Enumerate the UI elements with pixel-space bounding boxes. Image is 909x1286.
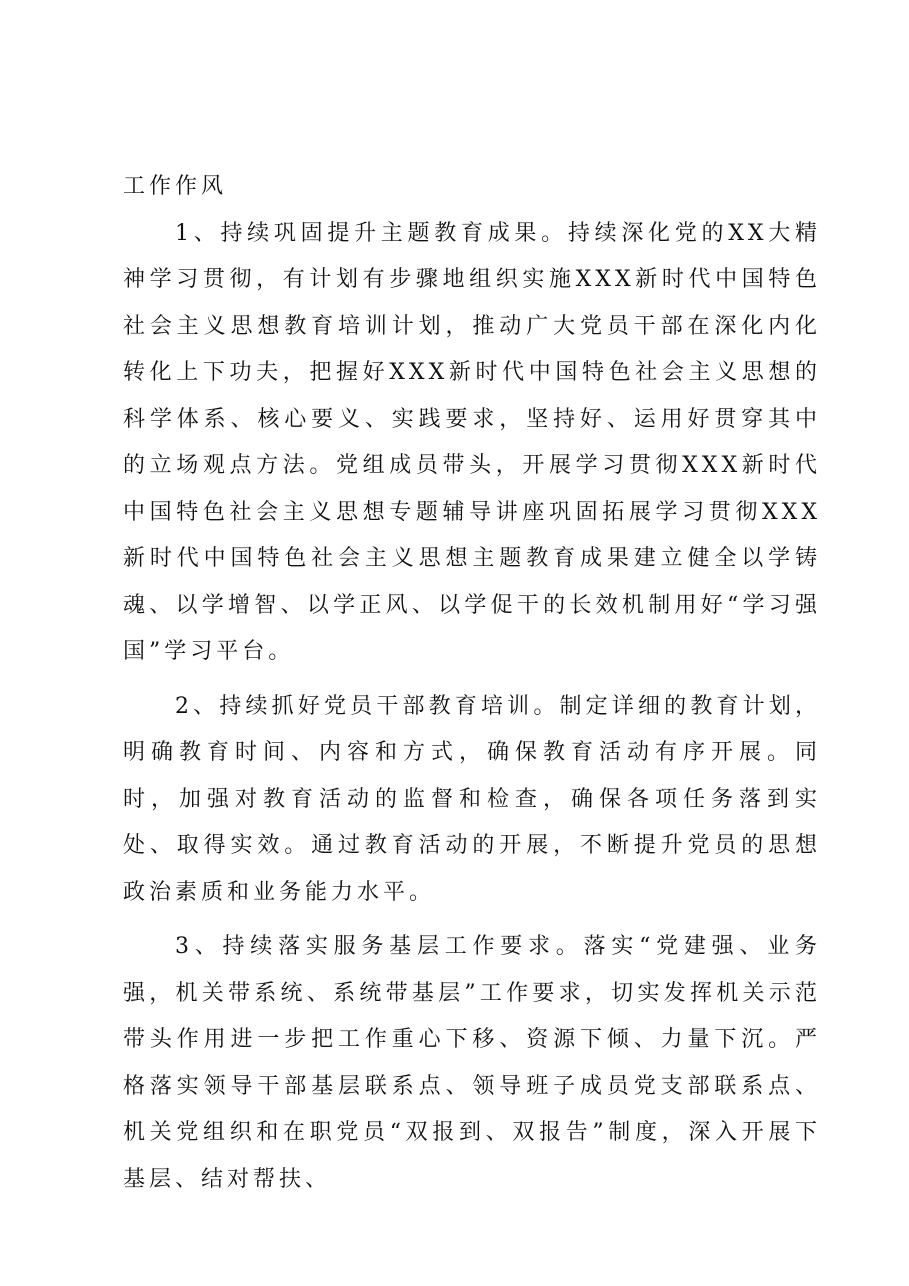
paragraph-1: 1、持续巩固提升主题教育成果。持续深化党的XX大精神学习贯彻，有计划有步骤地组织实施XXX新时代中国特色社会主义思想教育培训计划，推动广大党员干部在深化内化转化上下功夫，把握好XXX新时代中国特色社会主义思想的科学体系、核心要义、实践要求，坚持好、运用好贯穿其中的立场观点方法。党组成员带头，开展学习贯彻XXX新时代中国特色社会主义思想专题辅导讲座巩固拓展学习贯彻XXX新时代中国特色社会主义思想主题教育成果建立健全以学铸魂、以学增智、以学正风、以学促干的长效机制用好“学习强国”学习平台。 [123,220,821,664]
document-body [123,164,821,1203]
paragraph-3: 3、持续落实服务基层工作要求。落实“党建强、业务强，机关带系统、系统带基层”工作要求，切实发挥机关示范带头作用进一步把工作重心下移、资源下倾、力量下沉。严格落实领导干部基层联系点、领导班子成员党支部联系点、机关党组织和在职党员“双报到、双报告”制度，深入开展下基层、结对帮扶、 [123,934,821,1192]
paragraph-2: 2、持续抓好党员干部教育培训。制定详细的教育计划，明确教育时间、内容和方式，确保教育活动有序开展。同时，加强对教育活动的监督和检查，确保各项任务落到实处、取得实效。通过教育活动的开展，不断提升党员的思想政治素质和业务能力水平。 [123,693,821,905]
section-heading: 工作作风 [123,174,228,199]
